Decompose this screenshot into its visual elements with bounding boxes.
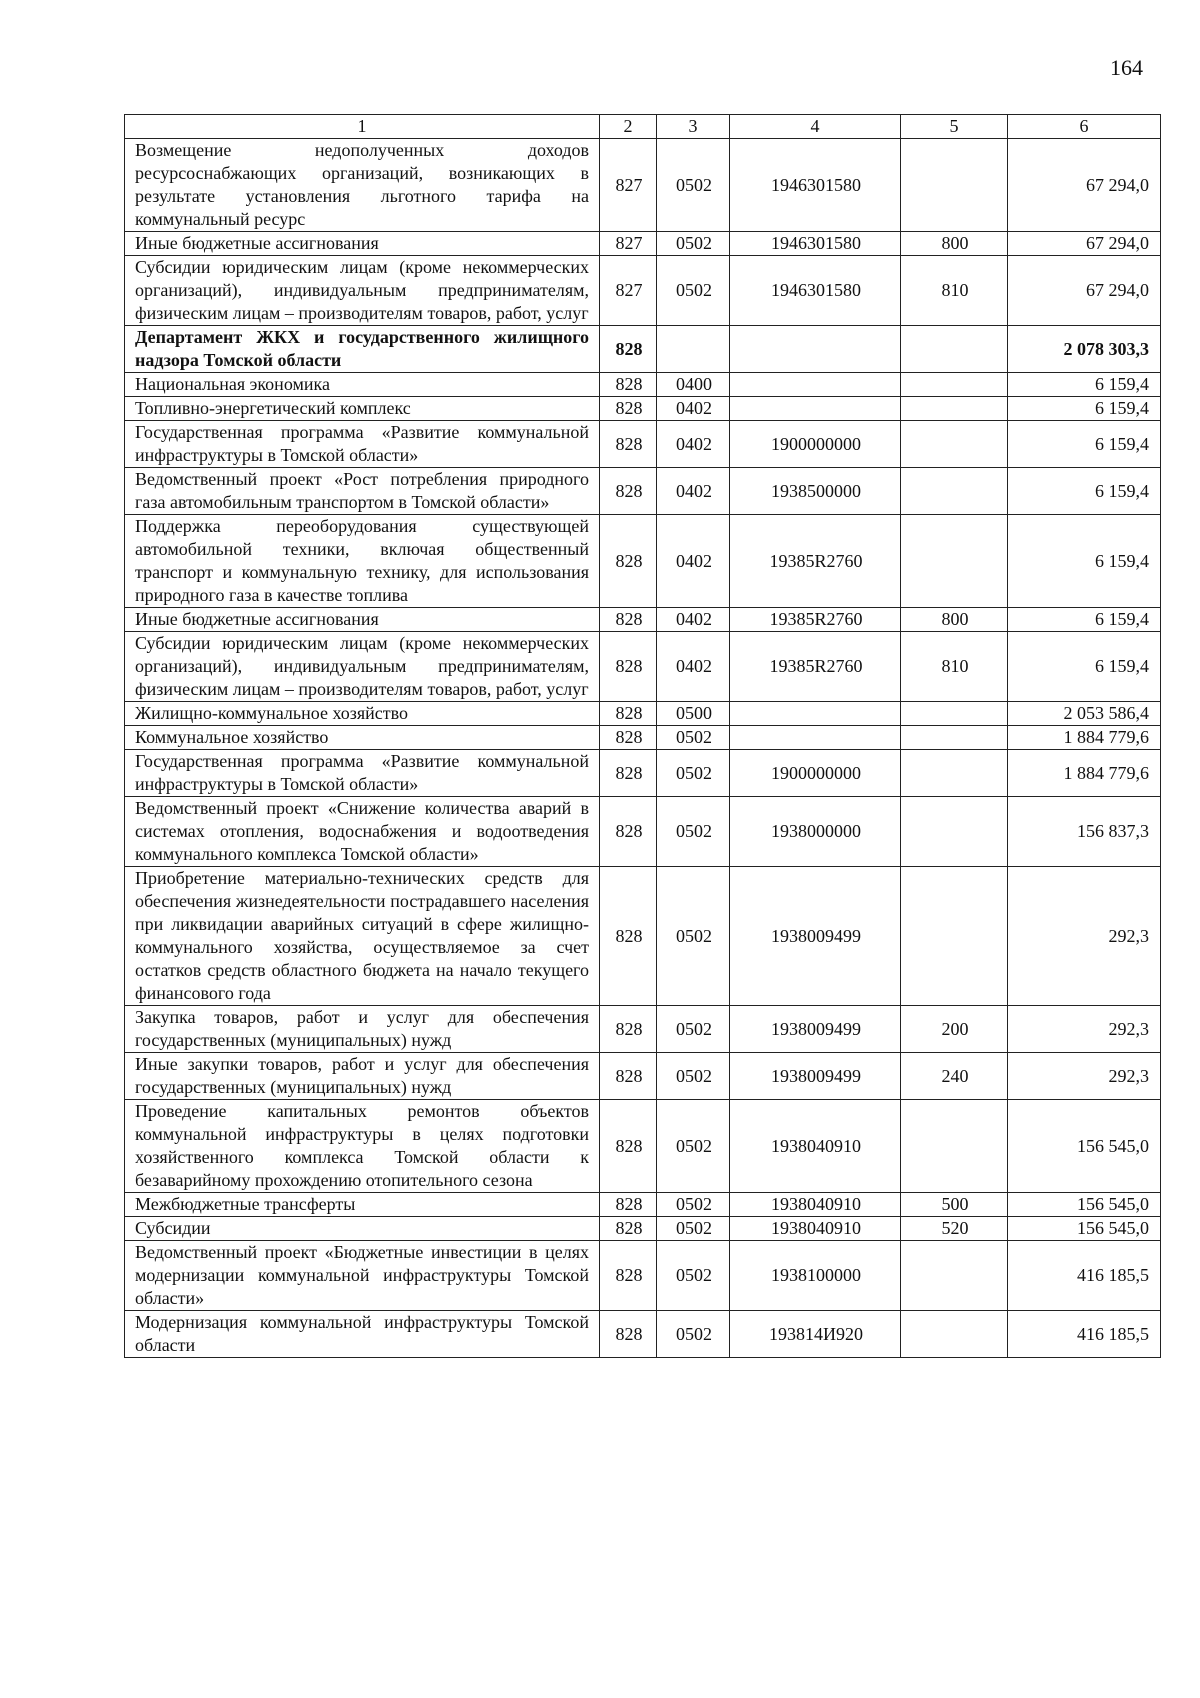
cell-amount: 6 159,4	[1008, 632, 1161, 702]
cell-name: Ведомственный проект «Снижение количества аварий в системах отопления, водоснабжения и водоотведения коммунального комплекса Томской области»	[125, 797, 600, 867]
cell-grbs-code: 828	[600, 515, 657, 608]
cell-grbs-code: 828	[600, 1311, 657, 1358]
cell-name: Иные закупки товаров, работ и услуг для обеспечения государственных (муниципальных) нужд	[125, 1053, 600, 1100]
cell-expense-type	[901, 797, 1008, 867]
cell-expense-type: 810	[901, 632, 1008, 702]
cell-target-code: 1938000000	[730, 797, 901, 867]
cell-name: Государственная программа «Развитие коммунальной инфраструктуры в Томской области»	[125, 421, 600, 468]
cell-amount: 416 185,5	[1008, 1311, 1161, 1358]
cell-grbs-code: 828	[600, 1053, 657, 1100]
cell-section-code: 0502	[657, 1241, 730, 1311]
cell-target-code: 1938500000	[730, 468, 901, 515]
cell-expense-type: 200	[901, 1006, 1008, 1053]
cell-grbs-code: 828	[600, 397, 657, 421]
cell-target-code	[730, 326, 901, 373]
cell-target-code: 1946301580	[730, 256, 901, 326]
cell-name: Приобретение материально-технических средств для обеспечения жизнедеятельности пострадавшего населения при ликвидации аварийных ситуаций в сфере жилищно-коммунального хозяйства, осуществляемое за счет остатков средств областного бюджета на начало текущего финансового года	[125, 867, 600, 1006]
cell-expense-type: 800	[901, 232, 1008, 256]
table-row	[125, 139, 1161, 232]
cell-target-code: 1938009499	[730, 1053, 901, 1100]
table-row	[125, 373, 1161, 397]
column-header: 6	[1008, 115, 1161, 139]
cell-target-code	[730, 726, 901, 750]
cell-section-code: 0502	[657, 867, 730, 1006]
cell-amount: 292,3	[1008, 1053, 1161, 1100]
column-header: 2	[600, 115, 657, 139]
cell-name: Государственная программа «Развитие коммунальной инфраструктуры в Томской области»	[125, 750, 600, 797]
cell-target-code: 193814И920	[730, 1311, 901, 1358]
cell-expense-type	[901, 326, 1008, 373]
cell-grbs-code: 827	[600, 256, 657, 326]
cell-name: Субсидии	[125, 1217, 600, 1241]
cell-target-code: 1938040910	[730, 1100, 901, 1193]
cell-name: Межбюджетные трансферты	[125, 1193, 600, 1217]
cell-name: Поддержка переоборудования существующей автомобильной техники, включая общественный транспорт и коммунальную технику, для использования природного газа в качестве топлива	[125, 515, 600, 608]
cell-name: Модернизация коммунальной инфраструктуры Томской области	[125, 1311, 600, 1358]
cell-target-code: 1938040910	[730, 1193, 901, 1217]
cell-amount: 6 159,4	[1008, 515, 1161, 608]
table-row	[125, 726, 1161, 750]
cell-expense-type	[901, 515, 1008, 608]
cell-section-code: 0402	[657, 468, 730, 515]
cell-section-code: 0402	[657, 397, 730, 421]
cell-target-code: 19385R2760	[730, 632, 901, 702]
cell-grbs-code: 828	[600, 608, 657, 632]
cell-name: Возмещение недополученных доходов ресурсоснабжающих организаций, возникающих в результате установления льготного тарифа на коммунальный ресурс	[125, 139, 600, 232]
cell-grbs-code: 828	[600, 468, 657, 515]
cell-amount: 416 185,5	[1008, 1241, 1161, 1311]
column-header: 4	[730, 115, 901, 139]
cell-amount: 156 545,0	[1008, 1193, 1161, 1217]
cell-grbs-code: 827	[600, 232, 657, 256]
cell-target-code: 19385R2760	[730, 515, 901, 608]
cell-target-code: 1946301580	[730, 232, 901, 256]
cell-amount: 156 545,0	[1008, 1100, 1161, 1193]
page-number: 164	[1110, 55, 1143, 80]
cell-expense-type: 240	[901, 1053, 1008, 1100]
cell-section-code	[657, 326, 730, 373]
cell-expense-type: 500	[901, 1193, 1008, 1217]
cell-section-code: 0502	[657, 139, 730, 232]
cell-grbs-code: 828	[600, 632, 657, 702]
table-row	[125, 1100, 1161, 1193]
cell-section-code: 0500	[657, 702, 730, 726]
cell-name: Ведомственный проект «Рост потребления природного газа автомобильным транспортом в Томской области»	[125, 468, 600, 515]
cell-section-code: 0502	[657, 797, 730, 867]
cell-expense-type	[901, 139, 1008, 232]
cell-expense-type	[901, 468, 1008, 515]
table-row	[125, 515, 1161, 608]
cell-section-code: 0502	[657, 1100, 730, 1193]
cell-grbs-code: 828	[600, 326, 657, 373]
table-row	[125, 1311, 1161, 1358]
cell-name: Коммунальное хозяйство	[125, 726, 600, 750]
cell-amount: 67 294,0	[1008, 139, 1161, 232]
table-row	[125, 421, 1161, 468]
cell-expense-type	[901, 1311, 1008, 1358]
cell-name: Иные бюджетные ассигнования	[125, 232, 600, 256]
cell-section-code: 0502	[657, 232, 730, 256]
cell-grbs-code: 828	[600, 702, 657, 726]
cell-target-code	[730, 373, 901, 397]
cell-target-code: 19385R2760	[730, 608, 901, 632]
cell-section-code: 0502	[657, 1311, 730, 1358]
cell-amount: 156 837,3	[1008, 797, 1161, 867]
cell-grbs-code: 828	[600, 1193, 657, 1217]
cell-expense-type	[901, 867, 1008, 1006]
cell-amount: 292,3	[1008, 1006, 1161, 1053]
cell-amount: 292,3	[1008, 867, 1161, 1006]
cell-expense-type: 810	[901, 256, 1008, 326]
table-row	[125, 1241, 1161, 1311]
cell-grbs-code: 828	[600, 726, 657, 750]
table-row	[125, 232, 1161, 256]
cell-amount: 6 159,4	[1008, 608, 1161, 632]
table-row	[125, 256, 1161, 326]
cell-name: Департамент ЖКХ и государственного жилищного надзора Томской области	[125, 326, 600, 373]
cell-name: Топливно-энергетический комплекс	[125, 397, 600, 421]
cell-target-code: 1938009499	[730, 1006, 901, 1053]
cell-amount: 156 545,0	[1008, 1217, 1161, 1241]
table-row	[125, 632, 1161, 702]
cell-amount: 6 159,4	[1008, 468, 1161, 515]
cell-amount: 6 159,4	[1008, 397, 1161, 421]
cell-section-code: 0502	[657, 726, 730, 750]
cell-name: Ведомственный проект «Бюджетные инвестиции в целях модернизации коммунальной инфраструктуры Томской области»	[125, 1241, 600, 1311]
column-header: 5	[901, 115, 1008, 139]
cell-section-code: 0402	[657, 515, 730, 608]
cell-grbs-code: 827	[600, 139, 657, 232]
table-row	[125, 1217, 1161, 1241]
cell-section-code: 0502	[657, 1217, 730, 1241]
cell-section-code: 0502	[657, 750, 730, 797]
cell-section-code: 0502	[657, 1193, 730, 1217]
cell-grbs-code: 828	[600, 797, 657, 867]
table-row	[125, 702, 1161, 726]
cell-target-code: 1900000000	[730, 750, 901, 797]
cell-section-code: 0402	[657, 632, 730, 702]
cell-amount: 67 294,0	[1008, 256, 1161, 326]
column-header: 3	[657, 115, 730, 139]
cell-expense-type	[901, 726, 1008, 750]
cell-amount: 1 884 779,6	[1008, 750, 1161, 797]
cell-name: Национальная экономика	[125, 373, 600, 397]
cell-grbs-code: 828	[600, 1006, 657, 1053]
cell-amount: 2 078 303,3	[1008, 326, 1161, 373]
cell-amount: 67 294,0	[1008, 232, 1161, 256]
cell-name: Иные бюджетные ассигнования	[125, 608, 600, 632]
cell-grbs-code: 828	[600, 1241, 657, 1311]
cell-grbs-code: 828	[600, 421, 657, 468]
cell-name: Субсидии юридическим лицам (кроме некоммерческих организаций), индивидуальным предпринимателям, физическим лицам – производителям товаров, работ, услуг	[125, 256, 600, 326]
cell-target-code	[730, 397, 901, 421]
cell-name: Проведение капитальных ремонтов объектов коммунальной инфраструктуры в целях подготовки хозяйственного комплекса Томской области к безаварийному прохождению отопительного сезона	[125, 1100, 600, 1193]
budget-table	[124, 114, 1161, 1358]
cell-amount: 6 159,4	[1008, 421, 1161, 468]
cell-section-code: 0400	[657, 373, 730, 397]
table-row	[125, 797, 1161, 867]
table-row	[125, 397, 1161, 421]
cell-target-code: 1900000000	[730, 421, 901, 468]
cell-expense-type	[901, 750, 1008, 797]
cell-section-code: 0502	[657, 1006, 730, 1053]
table-row	[125, 1193, 1161, 1217]
cell-amount: 6 159,4	[1008, 373, 1161, 397]
table-row	[125, 1053, 1161, 1100]
cell-expense-type	[901, 373, 1008, 397]
cell-target-code: 1938009499	[730, 867, 901, 1006]
cell-expense-type	[901, 1241, 1008, 1311]
cell-expense-type	[901, 1100, 1008, 1193]
table-row	[125, 468, 1161, 515]
cell-expense-type: 800	[901, 608, 1008, 632]
table-row	[125, 750, 1161, 797]
cell-grbs-code: 828	[600, 1100, 657, 1193]
table-row	[125, 608, 1161, 632]
cell-target-code: 1938040910	[730, 1217, 901, 1241]
cell-expense-type: 520	[901, 1217, 1008, 1241]
cell-section-code: 0402	[657, 608, 730, 632]
cell-name: Закупка товаров, работ и услуг для обеспечения государственных (муниципальных) нужд	[125, 1006, 600, 1053]
cell-amount: 1 884 779,6	[1008, 726, 1161, 750]
cell-grbs-code: 828	[600, 373, 657, 397]
cell-grbs-code: 828	[600, 1217, 657, 1241]
cell-expense-type	[901, 397, 1008, 421]
cell-target-code	[730, 702, 901, 726]
cell-amount: 2 053 586,4	[1008, 702, 1161, 726]
cell-name: Субсидии юридическим лицам (кроме некоммерческих организаций), индивидуальным предпринимателям, физическим лицам – производителям товаров, работ, услуг	[125, 632, 600, 702]
cell-expense-type	[901, 702, 1008, 726]
table-row	[125, 1006, 1161, 1053]
table-body	[125, 115, 1161, 1358]
cell-target-code: 1938100000	[730, 1241, 901, 1311]
cell-grbs-code: 828	[600, 867, 657, 1006]
cell-expense-type	[901, 421, 1008, 468]
cell-target-code: 1946301580	[730, 139, 901, 232]
table-header-row	[125, 115, 1161, 139]
cell-name: Жилищно-коммунальное хозяйство	[125, 702, 600, 726]
column-header: 1	[125, 115, 600, 139]
table-row	[125, 326, 1161, 373]
cell-grbs-code: 828	[600, 750, 657, 797]
table-row	[125, 867, 1161, 1006]
cell-section-code: 0402	[657, 421, 730, 468]
cell-section-code: 0502	[657, 1053, 730, 1100]
cell-section-code: 0502	[657, 256, 730, 326]
